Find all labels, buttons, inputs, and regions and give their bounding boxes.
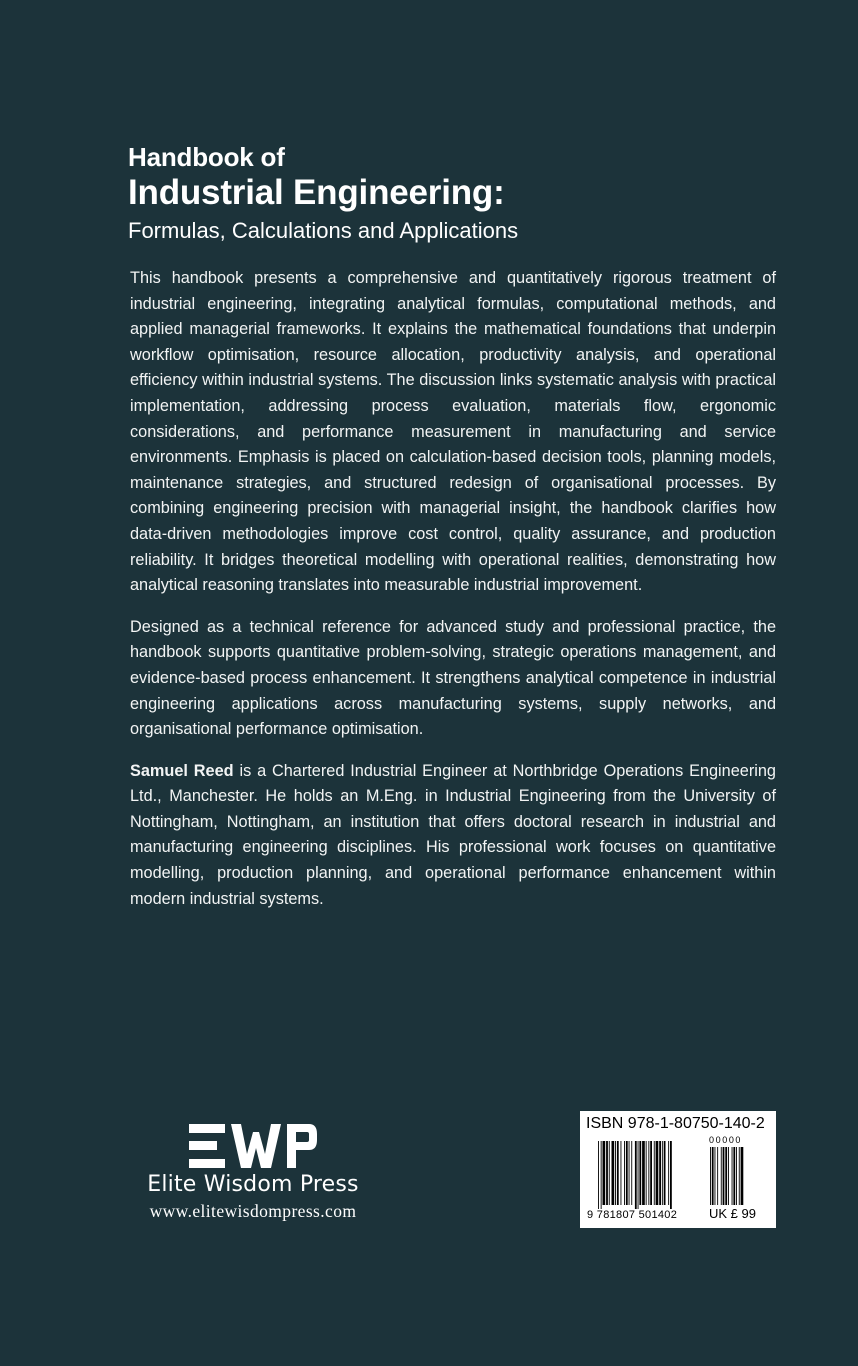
back-cover-blurb xyxy=(130,266,776,928)
publisher-name: Elite Wisdom Press xyxy=(147,1172,359,1197)
barcode-digits: 9 781807 501402 xyxy=(587,1209,678,1221)
book-subtitle: Formulas, Calculations and Applications xyxy=(128,218,519,243)
author-bio xyxy=(130,759,776,913)
title-line-1: Handbook of xyxy=(128,142,285,172)
isbn-barcode xyxy=(580,1111,776,1228)
publisher-logo-icon xyxy=(189,1124,317,1168)
author-bio-text: is a Chartered Industrial Engineer at Northbridge Operations Engineering Ltd., Manchester. He holds an M.Eng. in Industrial Engineering from the University of Nottingham, Nottingham, an institution that offers doctoral research in industrial and manufacturing engineering disciplines. His professional work focuses on quantitative modelling, production planning, and operational performance enhancement within modern industrial systems. xyxy=(130,761,776,908)
description-paragraph-2: Designed as a technical reference for advanced study and professional practice, the handbook supports quantitative problem-solving, strategic operations management, and evidence-based process enhancement. It strengthens analytical competence in industrial engineering applications across manufacturing systems, supply networks, and organisational performance optimisation. xyxy=(130,617,776,739)
title-line-2: Industrial Engineering: xyxy=(128,173,505,212)
publisher-logo-block xyxy=(128,1124,378,1222)
barcode-addon-digits: 00000 xyxy=(709,1135,743,1145)
isbn-label: ISBN 978-1-80750-140-2 xyxy=(586,1115,765,1132)
author-name: Samuel Reed xyxy=(130,761,234,780)
publisher-url[interactable]: www.elitewisdompress.com xyxy=(149,1201,357,1221)
book-title-block xyxy=(128,142,788,246)
price-label: UK £ 99 xyxy=(709,1206,756,1221)
description-paragraph-1: This handbook presents a comprehensive and quantitatively rigorous treatment of industrial engineering, integrating analytical formulas, computational methods, and applied managerial frameworks. It explains the mathematical foundations that underpin workflow optimisation, resource allocation, productivity analysis, and operational efficiency within industrial systems. The discussion links systematic analysis with practical implementation, addressing process evaluation, materials flow, ergonomic considerations, and performance measurement in manufacturing and service environments. Emphasis is placed on calculation-based decision tools, planning models, maintenance strategies, and structured redesign of organisational processes. By combining engineering precision with managerial insight, the handbook clarifies how data-driven methodologies improve cost control, quality assurance, and production reliability. It bridges theoretical modelling with operational realities, demonstrating how analytical reasoning translates into measurable industrial improvement. xyxy=(130,269,776,595)
